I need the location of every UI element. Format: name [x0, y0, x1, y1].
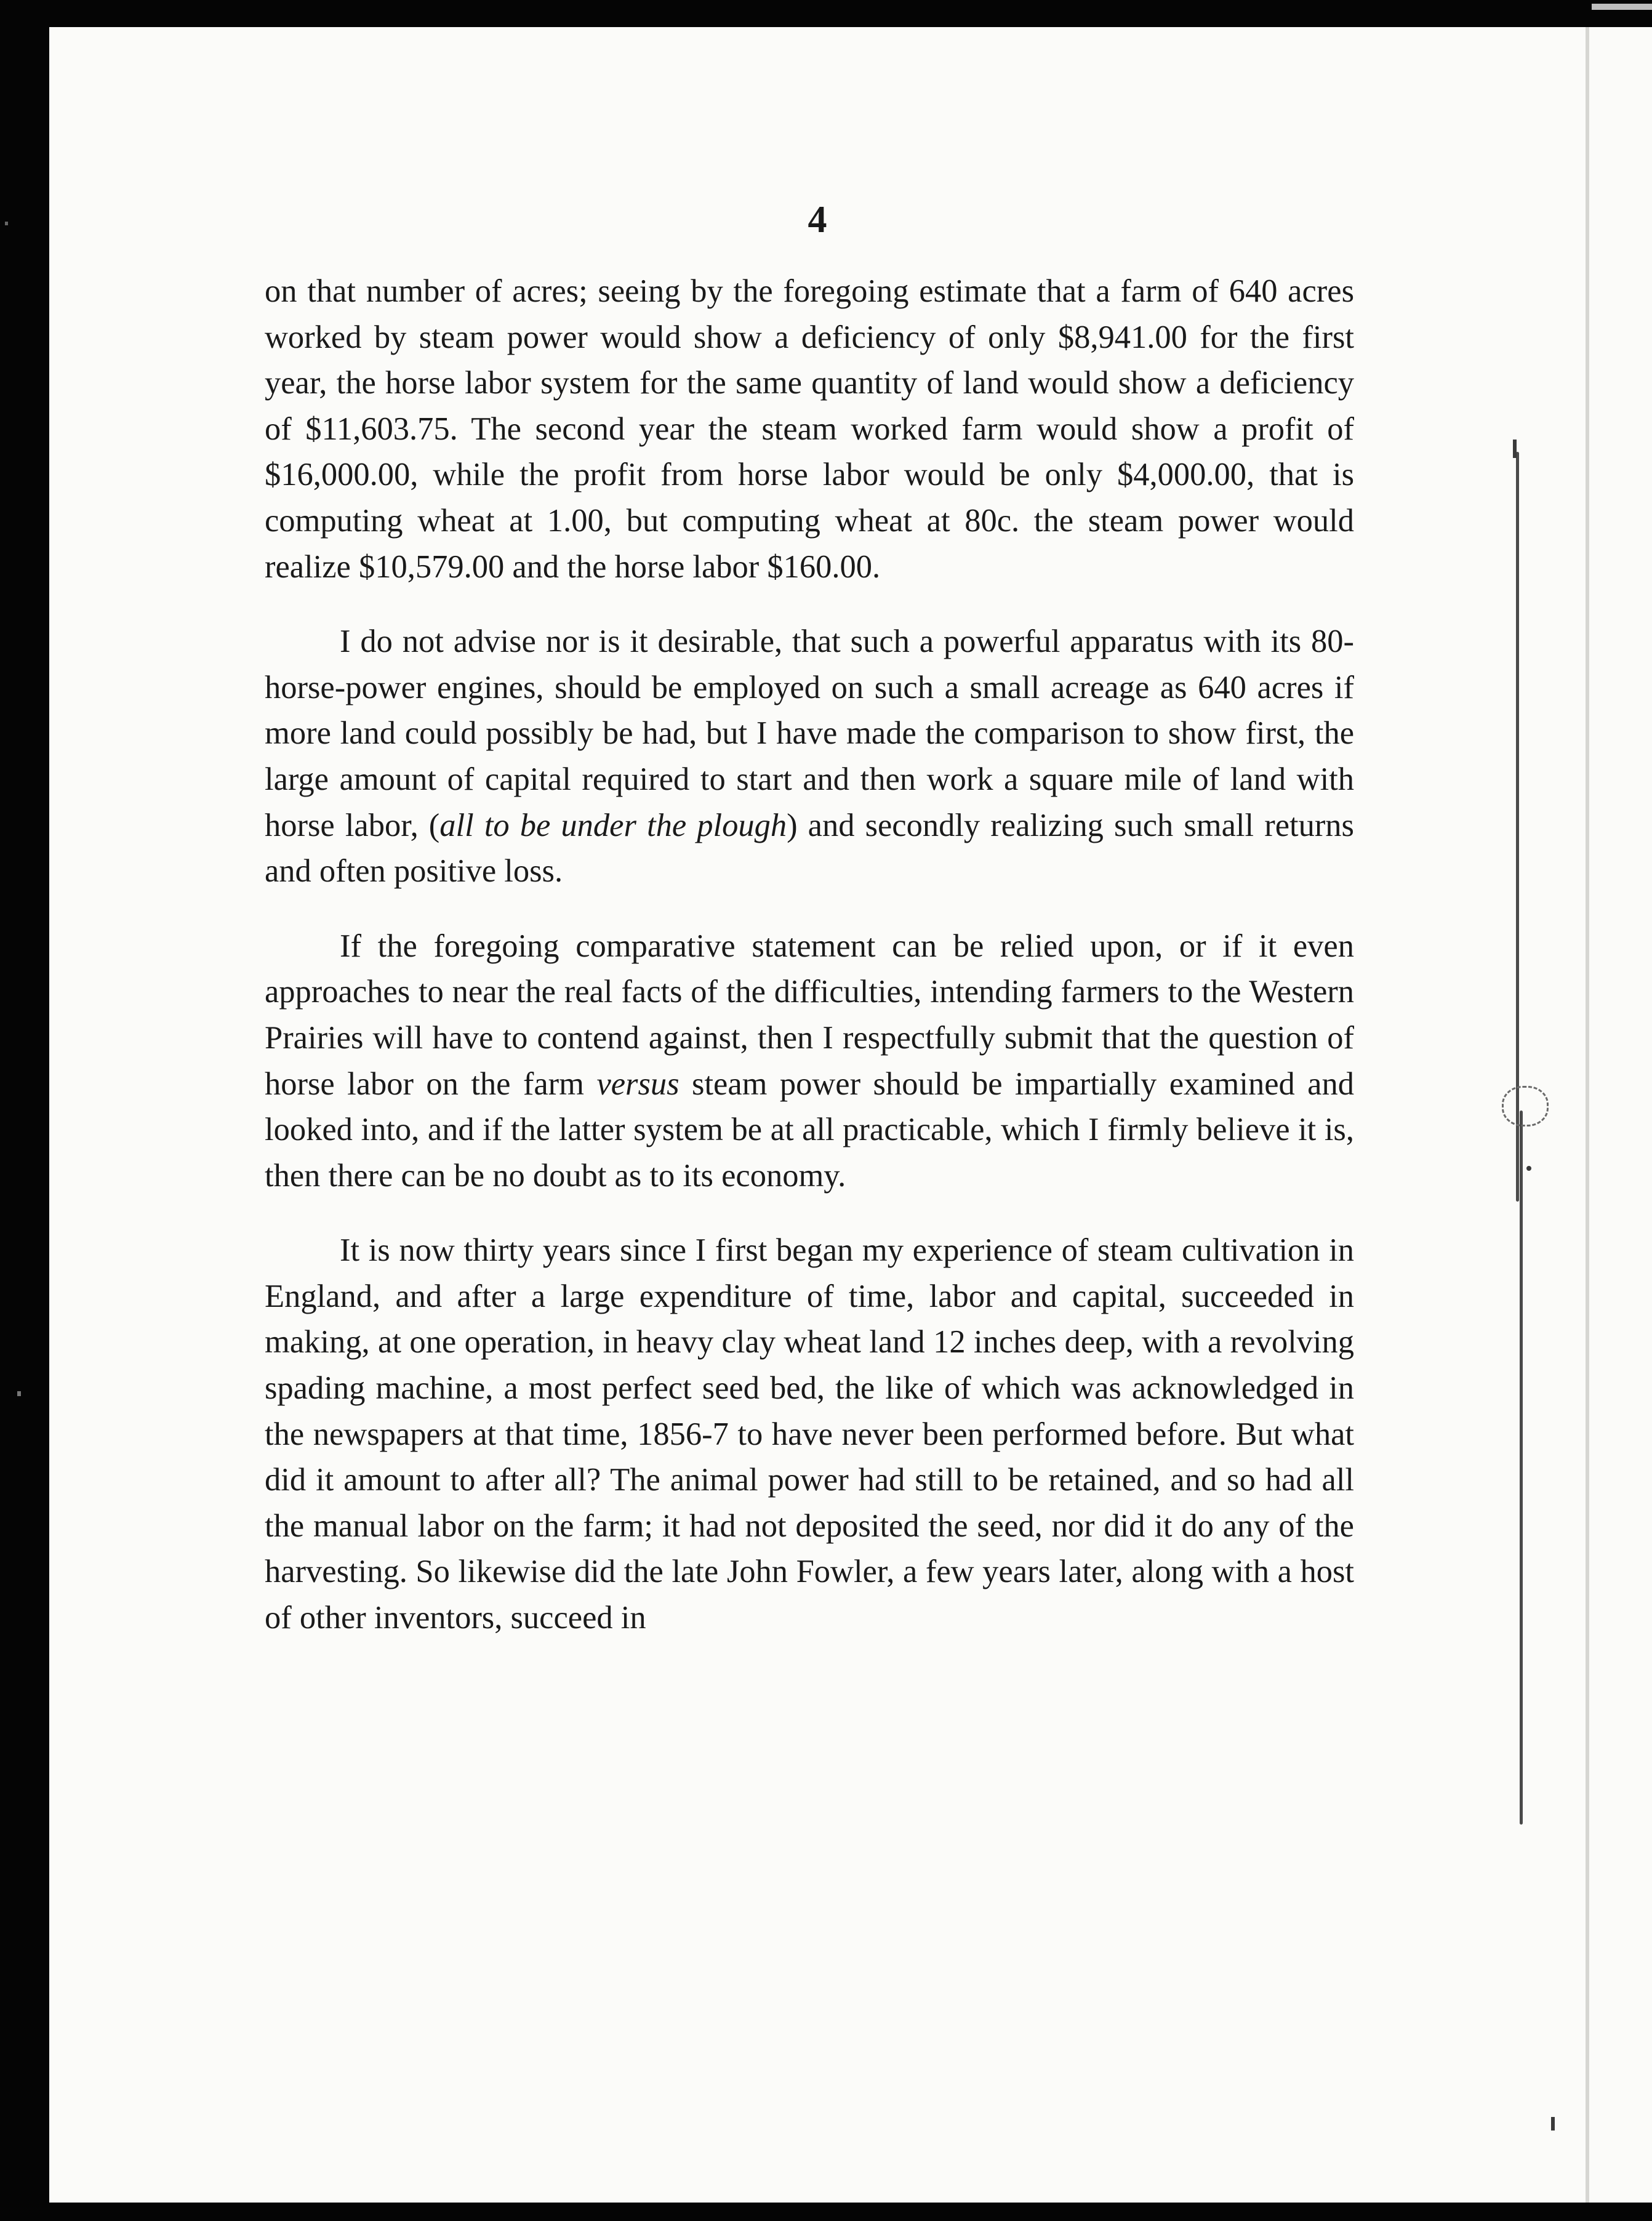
margin-mark — [1551, 2117, 1555, 2131]
thread-knot — [1502, 1086, 1549, 1127]
page-edge — [1586, 27, 1589, 2203]
scan-speck — [1592, 4, 1652, 10]
body-text — [265, 268, 1354, 1641]
margin-mark — [1526, 1166, 1531, 1171]
document-page — [49, 27, 1586, 2203]
paragraph-text: If the foregoing comparative statement can be relied upon, or if it even approaches to near the real facts of the difficulties, intending farmers to the Western Prairies will have to contend against, then I respectfully submit that the question of horse labor on the farm — [265, 928, 1354, 1102]
binding-thread — [1520, 1110, 1523, 1825]
paragraph — [265, 268, 1354, 590]
italic-text: versus — [596, 1066, 680, 1102]
paragraph-text: It is now thirty years since I first began my experience of steam cultivation in England, and after a large expenditure of time, labor and capital, succeeded in making, at one operation, in heavy clay wheat land 12 inches deep, with a revolving spading machine, a most perfect seed bed, the like of which was acknowledged in the newspapers at that time, 1856-7 to have never been performed before. But what did it amount to after all? The animal power had still to be retained, and so had all the manual labor on the farm; it had not deposited the seed, nor did it do any of the harvesting. So likewise did the late John Fowler, a few years later, along with a host of other inventors, succeed in — [265, 1232, 1354, 1636]
adjacent-page-strip — [1586, 27, 1652, 2203]
scan-speck — [17, 1391, 21, 1396]
paragraph-text: on that number of acres; seeing by the foregoing estimate that a farm of 640 acres worked by steam power would show a deficiency of only $8,941.00 for the first year, the horse labor system for the same quantity of land would show a deficiency of $11,603.75. The second year the steam worked farm would show a profit of $16,000.00, while the profit from horse labor would be only $4,000.00, that is computing wheat at 1.00, but computing wheat at 80c. the steam power would realize $10,579.00 and the horse labor $160.00. — [265, 273, 1354, 585]
paragraph-text: I do not advise nor is it desirable, that such a powerful apparatus with its 80-horse-power engines, should be employed on such a small acreage as 640 acres if more land could possibly be had, but I have made the comparison to show first, the large amount of capital required to start and then work a square mile of land with horse labor, ( — [265, 624, 1354, 843]
paragraph-text: ) and secondly realizing such small returns and often positive loss. — [265, 807, 1354, 890]
paragraph-text: steam power should be impartially examined and looked into, and if the latter system be at all practicable, which I firmly believe it is, then there can be no doubt as to its economy. — [265, 1066, 1354, 1194]
margin-mark — [1513, 440, 1517, 458]
paragraph — [265, 923, 1354, 1199]
page-number: 4 — [808, 199, 827, 241]
paragraph — [265, 1227, 1354, 1641]
italic-text: all to be under the plough — [439, 807, 787, 843]
paragraph — [265, 619, 1354, 894]
scan-speck — [5, 222, 8, 225]
